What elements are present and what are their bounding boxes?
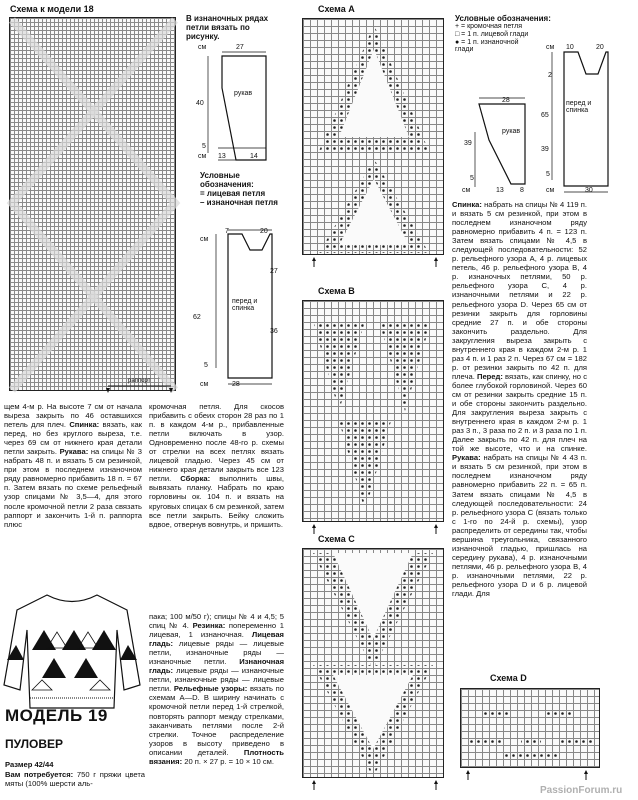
s19-h39: 39 [464, 140, 472, 147]
text-part: лицевые ряды — лицевые петли, изнаночные ряды — изнаночные петли. [149, 639, 284, 667]
sweater-illustration [2, 590, 142, 715]
scheme-d-blocks [461, 689, 601, 769]
text-bold: Изнаночная гладь: [149, 657, 284, 676]
b18-w28: 28 [232, 381, 240, 388]
s19-w28: 28 [502, 97, 510, 104]
s19-label: рукав [502, 128, 521, 135]
model19-title: МОДЕЛЬ 19 [5, 706, 108, 725]
b19-cm: см [546, 44, 555, 51]
text-part: вязать, как перед, но без круглого выреза, т.е. через 69 см от нижнего края детали петли закрыть. [4, 420, 142, 457]
text-bold: Резинка: [192, 621, 226, 631]
text-part: щем 4-м р. На высоте 7 см от начала выреза закрыть по 46 оставшихся петель для плеч. [4, 402, 142, 430]
b18-w20: 20 [260, 228, 268, 235]
s18-w27: 27 [236, 44, 244, 51]
b19-h5: 5 [546, 171, 550, 178]
model18-legend-item2: – изнаночная петля [200, 198, 278, 207]
b19-h39: 39 [541, 146, 549, 153]
text-part: лицевые ряды — изнаночные петли, изнаночные ряды — лицевые петли. [149, 666, 284, 694]
text-part: кромочная петля. Для скосов прибавить с обеих сторон 28 раз по 1 п. в каждом 4-м р., прибавленные петли включать в узор. Одновременно после 48-го р. схемы от стрелки на всех петлях вязать лицевой гладью. Через 45 см от нижнего края детали закрыть все 123 петли. [149, 402, 284, 484]
scheme-b-chart [302, 300, 444, 522]
text-bold: Вам потребуется: [5, 770, 74, 779]
scheme-c-chart [302, 548, 444, 778]
model19-need [5, 770, 145, 788]
model18-legend-item1: = лицевая петля [200, 189, 266, 198]
s19-w8: 8 [520, 187, 524, 194]
model18-scheme-title: Схема к модели 18 [10, 4, 94, 14]
text-bold: Сборка: [180, 474, 211, 484]
b19-w10: 10 [566, 44, 574, 51]
rapport-label: раппорт [128, 378, 151, 384]
text-part: набрать на спицы № 4 43 п. и вязать 5 см резинкой, при этом в последнем изнаночном ряду равномерно прибавить 22 п. = 65 п. Затем вязать спицами № 4,5 в следующей последовательности: 24 р. рельефного узора C (вязать только с 1-го по 24-й р. схемы), узор распределить от середины так, чтобы вершина треугольника, связанного изнаночной гладью, пришлась на середину рукава), 4 р. изнаночными петлями, 46 р. рельефного узора B, 4 р. изнаночными петлями, 22 р. рельефного узора D и 6 р. лицевой глади. Для [452, 453, 587, 599]
scheme-c-arrows [300, 778, 460, 798]
b18-w7: 7 [225, 228, 229, 235]
s19-w13: 13 [496, 187, 504, 194]
s18-cm: см [198, 44, 207, 51]
text-bold: Перед: [476, 371, 503, 381]
scheme-d-title: Схема D [490, 673, 527, 683]
b19-h65: 65 [541, 112, 549, 119]
scheme-c-title: Схема С [318, 534, 355, 544]
text-bold: Лицевая гладь: [149, 630, 284, 649]
model18-rapport-arrows [0, 0, 200, 400]
text-part: вязать, как спинку, но с более глубокой горловиной. Через 60 см от резинки закрыть средние 15 п. и обе стороны закончить раздельно. Для закругления выреза закрыть с внутреннего края в каждом 2-м р. 1 раз 3 п., 3 раза по 2 п. и 3 раза по 1 п. Далее закрыть по 42 п. для плеч на той же высоте, что и на спинке. [452, 371, 587, 454]
text-part: на спицы № 3 набрать 48 п. и вязать 5 см резинкой, при этом в последнем изнаночном ряду равномерно прибавить 18 п. = 67 п. Затем вязать по схеме рельефный узор спицами № 3,5—4, для этого после кромочной петли 2 раза связать раппорт и закончить 1-й п. раппорта плюс [4, 447, 142, 529]
model19-legend-title: Условные обозначения: [455, 14, 551, 23]
s19-h5: 5 [470, 175, 474, 182]
s18-label: рукав [234, 90, 253, 97]
b18-cm: см [200, 236, 209, 243]
model19-legend2: □ = 1 п. лицевой глади [455, 31, 529, 38]
model19-legend1: + = кромочная петля [455, 23, 522, 30]
scheme-b-triangles [303, 301, 445, 523]
s18-w13: 13 [218, 153, 226, 160]
scheme-b-title: Схема В [318, 286, 355, 296]
scheme-c-triangles [303, 549, 445, 779]
b19-w20: 20 [596, 44, 604, 51]
scheme-a-triangles [303, 19, 445, 256]
model18-text-col1 [4, 402, 142, 529]
text-bold: Рукава: [59, 447, 89, 457]
b18-h36: 36 [270, 328, 278, 335]
text-bold: Рельефные узоры: [173, 684, 248, 694]
model19-sleeve-schematic [455, 92, 545, 202]
model18-legend-title: Условные обозначения: [200, 171, 254, 189]
b19-label: перед и спинка [566, 100, 592, 114]
scheme-d-chart [460, 688, 600, 768]
text-part: 750 г пряжи цвета мяты (100% шерсти аль- [5, 770, 145, 789]
text-part: пака; 100 м/50 г); спицы № 4 и 4,5; 5 спиц № 4. [149, 612, 284, 631]
text-part: выполнить швы, вывязать планку. Набрать по краю горловины ок. 104 п. и вязать на круговых спицах 6 см резинкой, затем все петли закрыть. Бейку сложить вдвое, отвернув вовнутрь, и пришить. [149, 474, 284, 529]
scheme-a-arrows [300, 255, 460, 275]
b19-w30: 30 [585, 187, 593, 194]
model19-size: Размер 42/44 [5, 760, 54, 769]
b19-cm2: см [546, 187, 555, 194]
scheme-d-arrows [458, 768, 618, 784]
s18-cm2: см [198, 153, 207, 160]
model19-text-right [452, 200, 587, 598]
s18-w14: 14 [250, 153, 258, 160]
text-part: 20 п. × 27 р. = 10 × 10 см. [182, 756, 274, 766]
model18-text-col2 [149, 402, 284, 529]
b18-h27: 27 [270, 268, 278, 275]
scheme-a-chart [302, 18, 444, 255]
model19-legend3: ● = 1 п. изнаночной глади [455, 39, 519, 53]
b19-s2: 2 [548, 72, 552, 79]
watermark: PassionForum.ru [540, 785, 623, 796]
text-bold: Спинка: [69, 420, 100, 430]
model19-text-col2 [149, 612, 284, 766]
b18-label: перед и спинка [232, 298, 258, 312]
text-bold: Спинка: [452, 200, 482, 209]
s19-cm: см [462, 187, 471, 194]
text-part: набрать на спицы № 4 119 п. и вязать 5 см резинкой, при этом в последнем изнаночном ряду равномерно прибавить 4 п. = 123 п. Затем вязать спицами № 4,5 в следующей последовательности: 52 р. рельефного узора A, 4 р. лицевых петель, 46 р. рельефного узора B, 4 р. изнаночных петлями, 50 р. рельефного узора C, 4 р. изнаночными петлями и 22 р. рельефного узора D. Через 65 см от резинки закрыть для горловины средние 27 п. и обе стороны закончить раздельно. Для закругления выреза закрыть с внутреннего края в каждом 2-м р. 1 раз 4 п. и 1 раз 2 п. Через 67 см = 182 р. от резинки закрыть по 42 п. для плеча. [452, 200, 587, 381]
scheme-a-title: Схема А [318, 4, 355, 14]
b18-cm2: см [200, 381, 209, 388]
b18-h5: 5 [204, 362, 208, 369]
text-bold: Рукава: [452, 453, 481, 463]
s18-h40: 40 [196, 100, 204, 107]
model18-note: В изнаночных рядах петли вязать по рисунку. [186, 14, 269, 41]
text-part: попеременно 1 лицевая, 1 изнаночная. [149, 621, 284, 640]
b18-h62: 62 [193, 314, 201, 321]
model19-subtitle: ПУЛОВЕР [5, 737, 64, 751]
s18-h5: 5 [202, 143, 206, 150]
text-bold: Плотность вязания: [149, 747, 284, 766]
text-part: вязать по схемам А—D. В ширину начинать с кромочной петли перед 1-й стрелкой, повторять раппорт между стрелками, заканчивать петлями после 2-й стрелки. Точное распределение узоров в высоту приведено в описании деталей. [149, 684, 284, 757]
